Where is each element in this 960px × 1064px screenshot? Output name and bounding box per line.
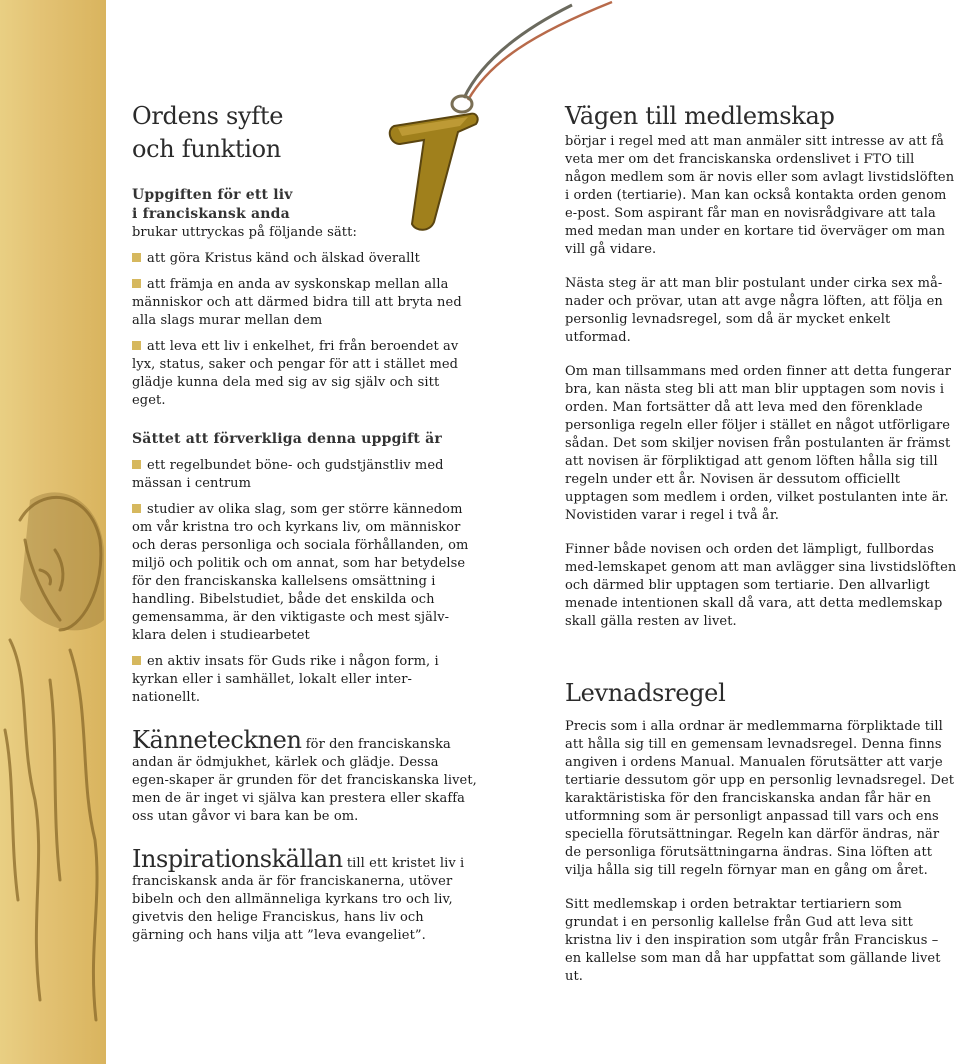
membership-paragraph: Om man tillsammans med orden finner att detta fungerar bra, kan nästa steg bli att man blir upptagen som novis i orden. Man fortsätter då att leva med den förenklade personliga regeln eller följer i stället en något utförligare sådan. Det som skiljer novisen från postulanten är främst att novisen är förpliktigad att genom löften hålla sig till regeln under ett år. Novisen är dessutom officiellt upptagen som medlem i orden, vilket postulanten inte är. Novistiden varar i regel i två år. xyxy=(565,364,952,523)
way-bullet-text: en aktiv insats för Guds rike i någon form, i kyrkan eller i samhället, lokalt eller inter-nationellt. xyxy=(132,654,439,705)
right-column xyxy=(565,100,957,986)
bullet-square-icon xyxy=(132,460,141,469)
rule-paragraph: Sitt medlemskap i orden betraktar tertiariern som grundat i en personlig kallelse från Gud att leva sitt kristna liv i den inspiration som utgår från Franciskus – en kallelse som man då har uppfattat som gällande livet ut. xyxy=(565,897,941,984)
marks-text: för den franciskanska andan är ödmjukhet, kärlek och glädje. Dessa egen-skaper är grunden för det franciskanska livet, men de är inget vi själva kan prestera eller skaffa oss utan gåvor vi bara kan be om. xyxy=(132,737,477,824)
decorative-sidebar xyxy=(0,0,106,1064)
way-bullet xyxy=(132,501,477,645)
task-heading-line: i franciskansk anda xyxy=(132,206,290,222)
left-column xyxy=(132,100,477,945)
title-line: och funktion xyxy=(132,135,281,163)
source-text: till ett kristet liv i franciskansk anda är för franciskanerna, utöver bibeln och den allmänneliga kyrkans tro och liv, givetvis den helige Franciskus, hans liv och gärning och hans vilja att ”leva evangeliet”. xyxy=(132,856,465,943)
saint-sketch-illustration xyxy=(0,480,106,1040)
bullet-square-icon xyxy=(132,253,141,262)
rule-title: Levnadsregel xyxy=(565,679,726,707)
membership-title: Vägen till medlemskap xyxy=(565,102,835,130)
way-bullet xyxy=(132,653,477,707)
task-bullet-text: att främja en anda av syskonskap mellan alla människor och att därmed bidra till att bryta ned alla slags murar mellan dem xyxy=(132,277,462,328)
bullet-square-icon xyxy=(132,656,141,665)
bullet-square-icon xyxy=(132,504,141,513)
bullet-square-icon xyxy=(132,279,141,288)
way-bullet xyxy=(132,457,477,493)
task-bullet-text: att leva ett liv i enkelhet, fri från beroendet av lyx, status, saker och pengar för att i stället med glädje kunna dela med sig av sig själv och sitt eget. xyxy=(132,339,459,408)
task-bullet-text: att göra Kristus känd och älskad överallt xyxy=(147,251,420,266)
task-bullet xyxy=(132,338,477,410)
title-line: Ordens syfte xyxy=(132,102,284,130)
way-bullet-text: studier av olika slag, som ger större kännedom om vår kristna tro och kyrkans liv, om människor och deras personliga och sociala förhållanden, om miljö och politik och om annat, som har betydelse för den franciskanska kallelsens omsättning i handling. Bibelstudiet, både det enskilda och gemensamma, är den viktigaste och mest själv-klara delen i studiearbetet xyxy=(132,502,469,643)
task-heading-line: Uppgiften för ett liv xyxy=(132,187,293,203)
task-bullet xyxy=(132,276,477,330)
rule-paragraph: Precis som i alla ordnar är medlemmarna förpliktade till att hålla sig till en gemensam levnadsregel. Denna finns angiven i ordens Manual. Manualen förutsätter att varje tertiarie dessutom gör upp en personlig levnadsregel. Det karaktäristiska för den franciskanska andan får här en utformning som är personligt anpassad till vars och ens speciella förutsättningar. Regeln kan därför ändras, när de personliga förutsättningarna ändras. Sina löften att vilja hålla sig till regeln förnyar man en gång om året. xyxy=(565,719,955,878)
way-bullet-text: ett regelbundet böne- och gudstjänstliv med mässan i centrum xyxy=(132,458,444,491)
bullet-square-icon xyxy=(132,341,141,350)
membership-paragraph: börjar i regel med att man anmäler sitt intresse av att få veta mer om det franciskanska ordenslivet i FTO till någon medlem som är novis eller som avlagt livstidslöften i orden (tertiarie). Man kan också kontakta orden genom e-post. Som aspirant får man en novisrådgivare att tala med medan man under en kortare tid överväger om man vill gå vidare. xyxy=(565,134,955,257)
page-title xyxy=(132,100,477,166)
source-lead: Inspirationskällan xyxy=(132,845,343,873)
task-heading xyxy=(132,186,477,224)
way-heading: Sättet att förverkliga denna uppgift är xyxy=(132,431,442,447)
membership-paragraph: Nästa steg är att man blir postulant under cirka sex må-nader och prövar, utan att avge några löften, att följa en personlig levnadsregel, som då är mycket enkelt utformad. xyxy=(565,276,943,345)
membership-paragraph: Finner både novisen och orden det lämpligt, fullbordas med-lemskapet genom att man avlägger sina livstidslöften och därmed blir upptagen som tertiarie. Den allvarligt menade intentionen skall då vara, att detta medlemskap skall gälla resten av livet. xyxy=(565,542,957,629)
task-intro: brukar uttryckas på följande sätt: xyxy=(132,225,357,240)
source-paragraph xyxy=(132,845,477,945)
marks-lead: Kännetecknen xyxy=(132,726,302,754)
marks-paragraph xyxy=(132,726,477,826)
task-bullet xyxy=(132,250,477,268)
